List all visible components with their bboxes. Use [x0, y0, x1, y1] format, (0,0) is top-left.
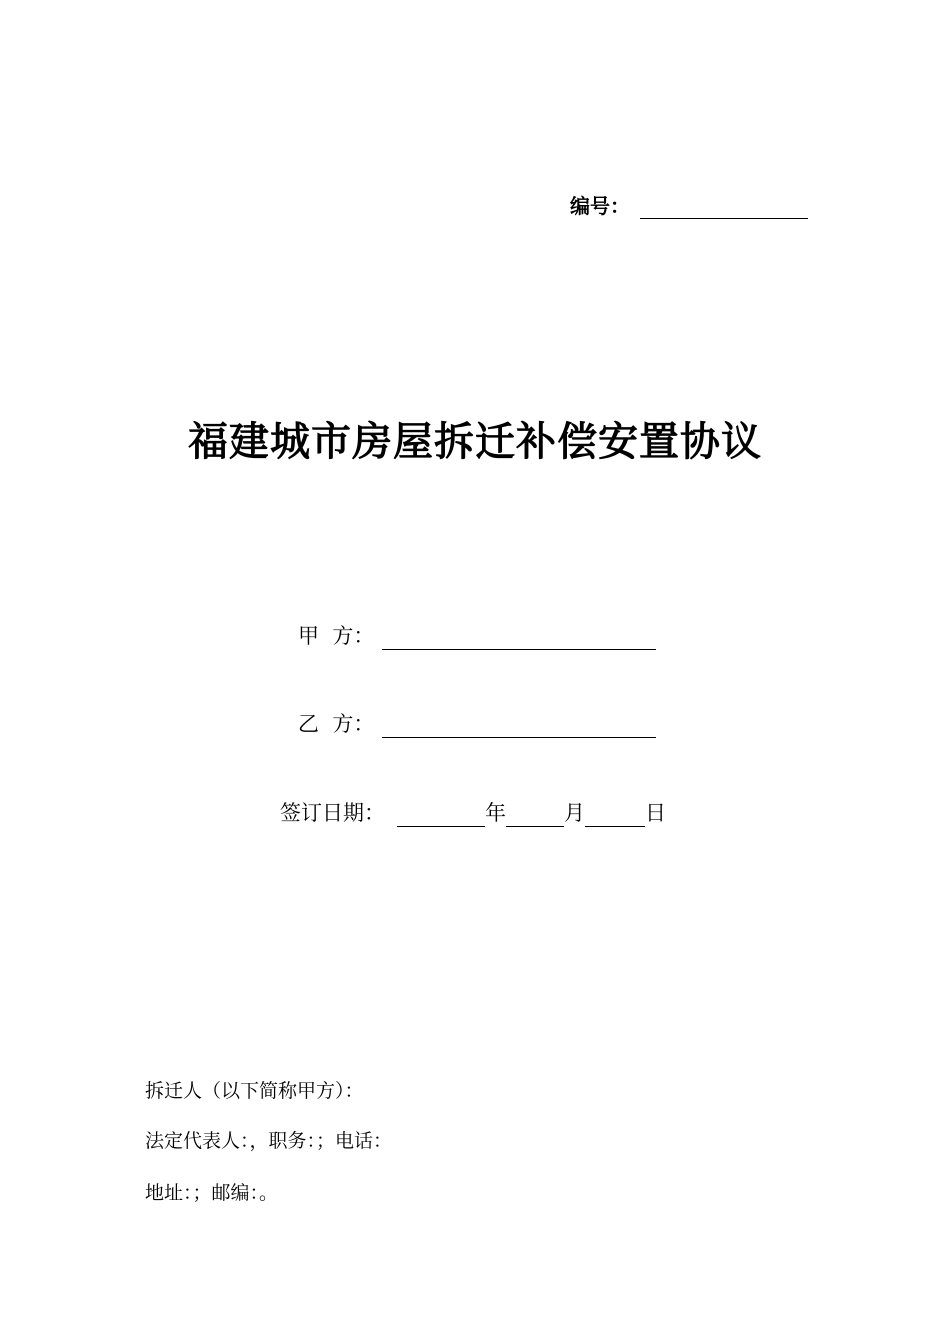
party-b-label: 乙 方：	[298, 712, 375, 736]
document-number	[570, 190, 808, 219]
party-a-label: 甲 方：	[298, 624, 375, 648]
address-line: 地址：；邮编：。	[145, 1182, 279, 1204]
party-a-blank[interactable]	[382, 629, 656, 650]
document-number-label: 编号：	[570, 194, 630, 218]
sign-date-label: 签订日期：	[280, 801, 385, 825]
document-title: 福建城市房屋拆迁补偿安置协议	[188, 419, 762, 465]
party-b-line	[298, 708, 656, 738]
sign-month-blank[interactable]	[506, 806, 564, 827]
party-b-blank[interactable]	[382, 717, 656, 738]
month-label: 月	[564, 801, 585, 825]
party-a-line	[298, 620, 656, 650]
sign-date-line	[280, 797, 666, 827]
demolisher-line: 拆迁人（以下简称甲方）：	[145, 1080, 364, 1102]
legal-representative-line: 法定代表人：，职务：；电话：	[145, 1130, 393, 1152]
document-number-blank[interactable]	[640, 196, 808, 219]
year-label: 年	[485, 801, 506, 825]
day-label: 日	[645, 801, 666, 825]
sign-day-blank[interactable]	[585, 806, 645, 827]
sign-year-blank[interactable]	[397, 806, 485, 827]
